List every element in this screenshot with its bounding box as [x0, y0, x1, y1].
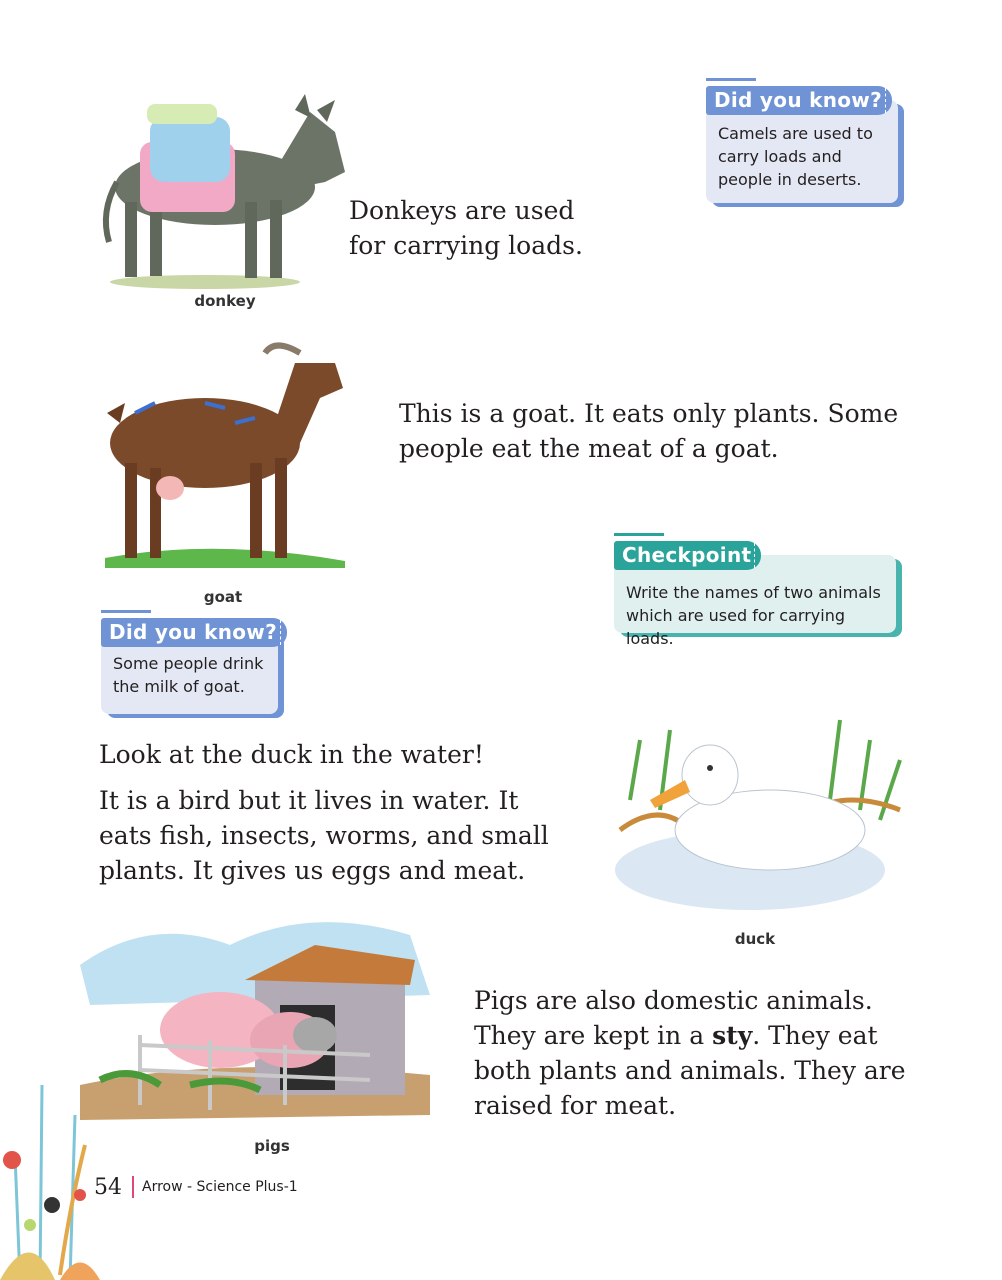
book-title: Arrow - Science Plus-1 — [142, 1179, 298, 1195]
did-you-know-title: Did you know? — [706, 86, 892, 115]
duck-intro-line: Look at the duck in the water! — [99, 740, 484, 769]
duck-text: It is a bird but it lives in water. It eats fish, insects, worms, and small plants. It gives us eggs and meat. — [99, 786, 549, 885]
did-you-know-box-camels — [706, 88, 898, 203]
sty-keyword: sty — [712, 1021, 753, 1050]
donkey-illustration — [95, 92, 350, 292]
donkey-text: Donkeys are used for carrying loads. — [349, 196, 583, 260]
pigs-illustration — [70, 905, 450, 1130]
pigs-text-part-1: Pigs are also domestic animals. They are kept in a — [474, 986, 873, 1050]
checkpoint-box — [614, 543, 896, 648]
goat-text: This is a goat. It eats only plants. Some people eat the meat of a goat. — [399, 399, 899, 463]
footer-divider — [132, 1176, 134, 1198]
duck-illustration — [600, 700, 905, 925]
pigs-text-part-2: . They eat both plants and animals. They are raised for meat. — [474, 1021, 906, 1120]
page-number: 54 — [94, 1174, 122, 1200]
goat-illustration — [95, 333, 350, 573]
did-you-know-box-goat-milk — [101, 620, 278, 714]
donkey-caption: donkey — [194, 292, 256, 310]
pigs-text — [474, 983, 924, 1123]
goat-caption: goat — [203, 588, 243, 606]
checkpoint-text: Write the names of two animals which are used for carrying loads. — [626, 583, 881, 648]
did-you-know-text: Camels are used to carry loads and people in deserts. — [718, 124, 873, 189]
footer — [94, 1174, 298, 1200]
did-you-know-text-2: Some people drink the milk of goat. — [113, 654, 264, 696]
pigs-caption: pigs — [254, 1137, 290, 1155]
checkpoint-title: Checkpoint — [614, 541, 761, 570]
duck-caption: duck — [734, 930, 776, 948]
did-you-know-title-2: Did you know? — [101, 618, 287, 647]
